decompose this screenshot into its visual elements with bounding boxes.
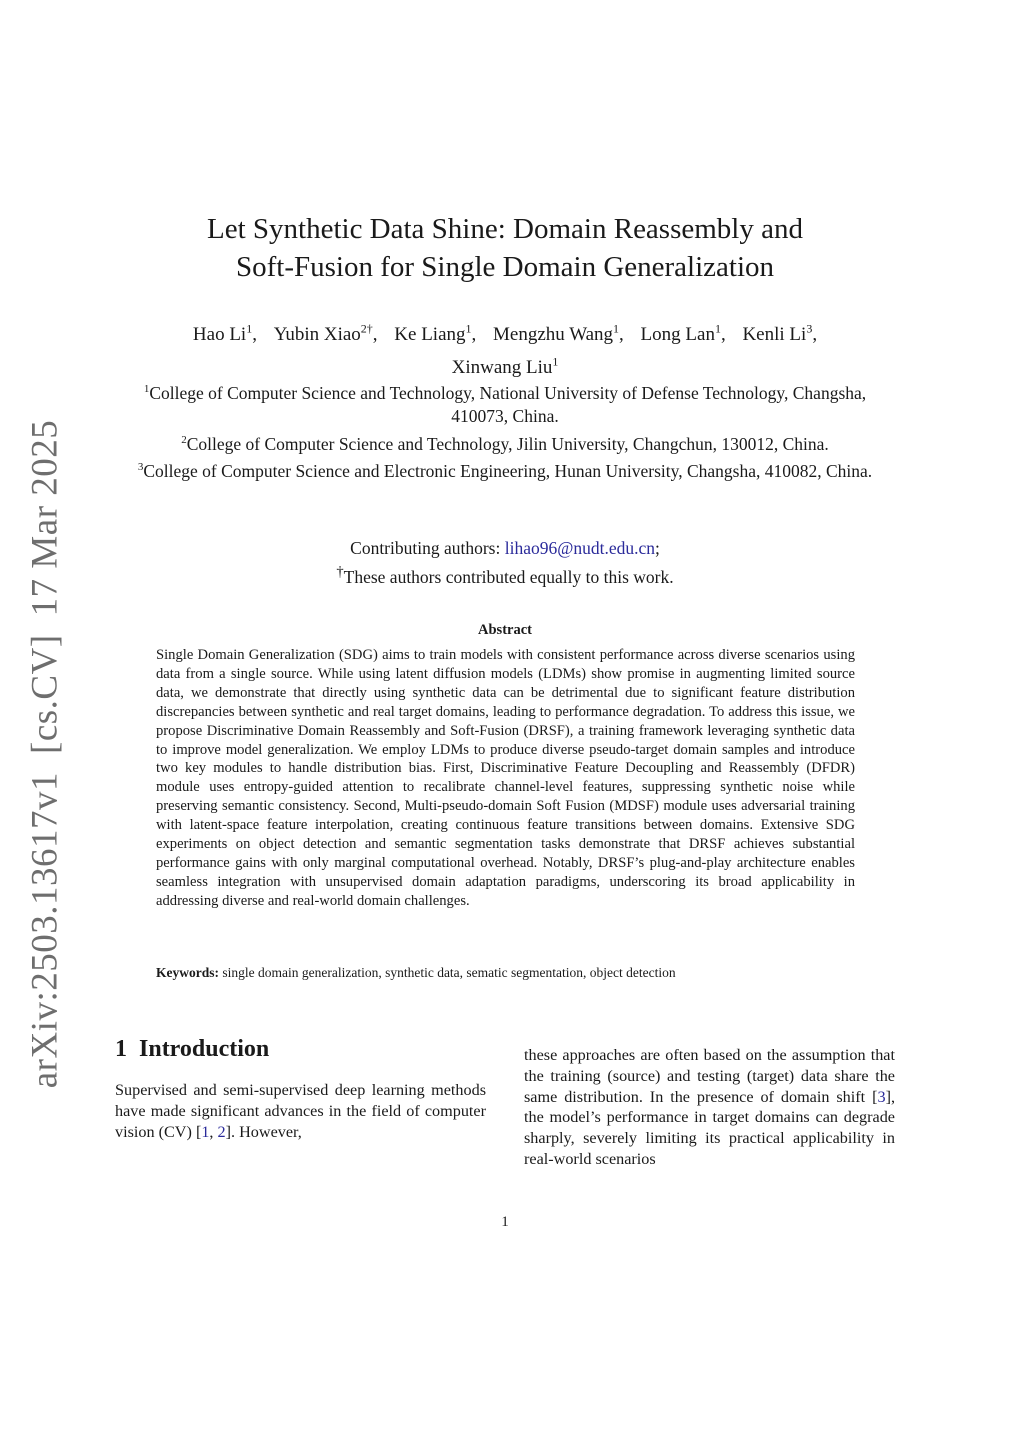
abstract-text: Single Domain Generalization (SDG) aims to train models with consistent performance across diverse scenarios using data from a single source. While using latent diffusion models (LDMs) show promise in augmenting limited source data, we demonstrate that directly using synthetic data can be detrimental due to significant feature distribution discrepancies between synthetic and real target domains, leading to performance degradation. To address this issue, we propose Discriminative Domain Reassembly and Soft-Fusion (DRSF), a training framework leveraging synthetic data to improve model generalization. We employ LDMs to produce diverse pseudo-target domain samples and introduce two key modules to handle distribution bias. First, Discriminative Feature Decoupling and Reassembly (DFDR) module uses entropy-guided attention to recalibrate channel-level features, suppressing synthetic noise while preserving semantic consistency. Second, Multi-pseudo-domain Soft Fusion (MDSF) module uses adversarial training with latent-space feature interpolation, creating continuous feature transitions between domains. Extensive SDG experiments on object detection and semantic segmentation tasks demonstrate that DRSF achieves substantial performance gains with only marginal computational overhead. Notably, DRSF’s plug-and-play architecture enables seamless integration with unsupervised domain adaptation paradigms, underscoring its broad applicability in addressing diverse and real-world domain challenges. (156, 647, 855, 909)
affiliation: $^1$College of Computer Science and Technology, National University of Defense Technology, Changsha, 410073, China. (143, 382, 867, 427)
section-number: 1 (115, 1036, 127, 1062)
paper-title (150, 210, 860, 286)
citation-link[interactable]: 1 (201, 1122, 210, 1141)
author: Mengzhu Wang$^1$, (493, 322, 624, 346)
affiliation: $^3$College of Computer Science and Electronic Engineering, Hunan University, Changsha, 410082, China. (137, 460, 873, 481)
arxiv-identifier-stamp (24, 402, 67, 1089)
equal-contribution-note: These authors contributed equally to this work. (343, 566, 674, 587)
keywords-label: Keywords: (156, 965, 219, 980)
author: Ke Liang$^1$, (394, 322, 477, 346)
contact-email-link[interactable]: lihao96@nudt.edu.cn (504, 538, 655, 558)
section-heading-introduction (115, 1036, 269, 1063)
author: Yubin Xiao$^{2\dagger}$, (273, 322, 378, 346)
contributing-authors-note: Contributing authors: lihao96@nudt.edu.cn; †These authors contributed equally to this work. (336, 538, 674, 587)
affiliation-list (120, 378, 890, 483)
arxiv-category: [cs.CV] (24, 634, 66, 754)
contributing-label: Contributing authors: (350, 538, 501, 558)
title-line-1: Let Synthetic Data Shine: Domain Reassembly and (207, 213, 803, 245)
citation-link[interactable]: 2 (217, 1122, 226, 1141)
arxiv-id: arXiv:2503.13617v1 (24, 772, 66, 1089)
author: Kenli Li$^3$, (742, 322, 818, 346)
section-title: Introduction (139, 1036, 270, 1062)
abstract-heading: Abstract (478, 622, 532, 638)
keywords (156, 964, 855, 982)
intro-left-column: Supervised and semi-supervised deep learning methods have made significant advances in the field of computer vision (CV) [1, 2]. However, (115, 1081, 486, 1141)
dagger-mark: † (336, 563, 344, 580)
page-number: 1 (501, 1214, 509, 1230)
affiliation: $^2$College of Computer Science and Technology, Jilin University, Changchun, 130012, China. (181, 433, 829, 454)
arxiv-date: 17 Mar 2025 (24, 419, 66, 617)
author: Hao Li$^1$, (192, 322, 257, 346)
citation-link[interactable]: 3 (877, 1087, 886, 1106)
title-line-2: Soft-Fusion for Single Domain Generalization (235, 251, 774, 283)
author: Long Lan$^1$, (640, 322, 726, 346)
author-list (130, 316, 880, 381)
author: Xinwang Liu$^1$ (451, 354, 559, 378)
keywords-text: single domain generalization, synthetic data, sematic segmentation, object detection (222, 965, 676, 980)
intro-right-column: these approaches are often based on the assumption that the training (source) and testing (target) data share the same distribution. In the presence of domain shift [3], the model’s performance in target domains can degrade sharply, severely limiting its practical applicability in real-world scenarios (524, 1046, 895, 1168)
